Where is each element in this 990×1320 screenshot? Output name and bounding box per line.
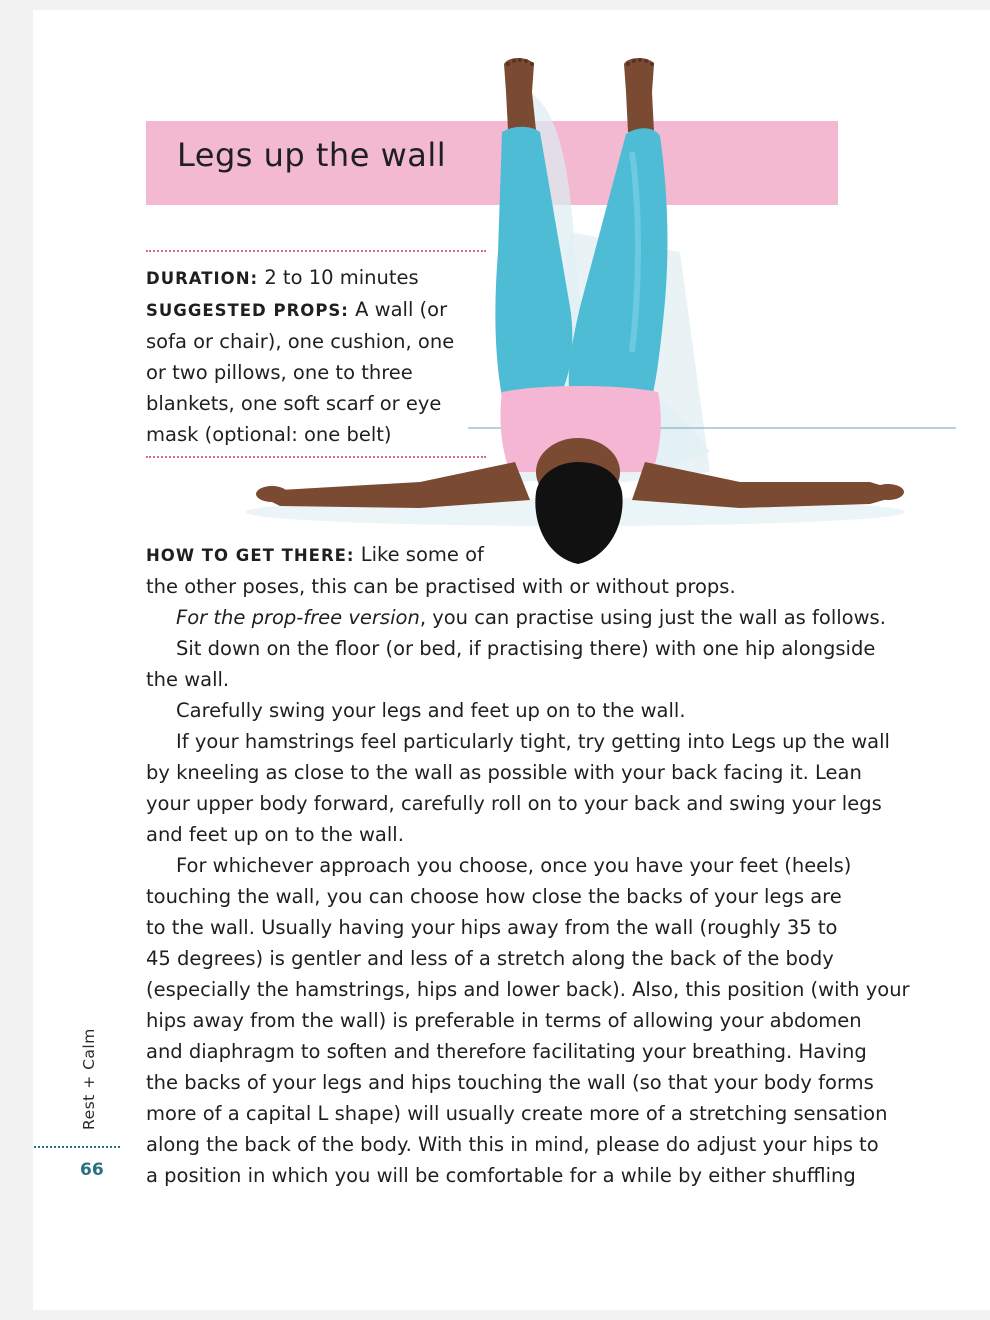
body-line: If your hamstrings feel particularly tight, try getting into Legs up the wall xyxy=(176,730,890,753)
body-line: the other poses, this can be practised with or without props. xyxy=(146,575,736,598)
info-block xyxy=(146,262,476,450)
body-line: your upper body forward, carefully roll on to your back and swing your legs xyxy=(146,792,882,815)
page-number: 66 xyxy=(80,1160,104,1180)
body-line: touching the wall, you can choose how close the backs of your legs are xyxy=(146,885,842,908)
props-value: A wall (or sofa or chair), one cushion, one or two pillows, one to three blankets, one soft scarf or eye mask (optional: one belt) xyxy=(146,298,455,446)
body-line: more of a capital L shape) will usually create more of a stretching sensation xyxy=(146,1102,888,1125)
duration-value: 2 to 10 minutes xyxy=(258,266,419,289)
body-line: a position in which you will be comfortable for a while by either shuffling xyxy=(146,1164,856,1187)
body-line: For whichever approach you choose, once you have your feet (heels) xyxy=(176,854,852,877)
body-line: the backs of your legs and hips touching the wall (so that your body forms xyxy=(146,1071,874,1094)
body-line: along the back of the body. With this in mind, please do adjust your hips to xyxy=(146,1133,879,1156)
body-emphasis: For the prop-free version xyxy=(176,606,420,629)
footer-divider xyxy=(34,1146,120,1148)
body-line: and diaphragm to soften and therefore facilitating your breathing. Having xyxy=(146,1040,867,1063)
divider-top xyxy=(146,250,486,252)
body-line: (especially the hamstrings, hips and lower back). Also, this position (with your xyxy=(146,978,910,1001)
body-line: hips away from the wall) is preferable in terms of allowing your abdomen xyxy=(146,1009,862,1032)
divider-bottom xyxy=(146,456,486,458)
instructions-body xyxy=(146,539,910,1191)
body-line: by kneeling as close to the wall as possible with your back facing it. Lean xyxy=(146,761,862,784)
body-line: 45 degrees) is gentler and less of a stretch along the back of the body xyxy=(146,947,834,970)
body-line: , you can practise using just the wall as follows. xyxy=(419,606,886,629)
body-line: Like some of xyxy=(354,543,484,566)
duration-label: DURATION: xyxy=(146,269,259,288)
body-line: and feet up on to the wall. xyxy=(146,823,404,846)
page-title: Legs up the wall xyxy=(177,136,447,174)
body-line: the wall. xyxy=(146,668,230,691)
how-label: HOW TO GET THERE: xyxy=(146,546,355,565)
section-side-label: Rest + Calm xyxy=(80,1028,98,1130)
props-label: SUGGESTED PROPS: xyxy=(146,301,349,320)
body-line: to the wall. Usually having your hips away from the wall (roughly 35 to xyxy=(146,916,838,939)
body-line: Sit down on the floor (or bed, if practising there) with one hip alongside xyxy=(176,637,876,660)
body-line: Carefully swing your legs and feet up on to the wall. xyxy=(176,699,686,722)
